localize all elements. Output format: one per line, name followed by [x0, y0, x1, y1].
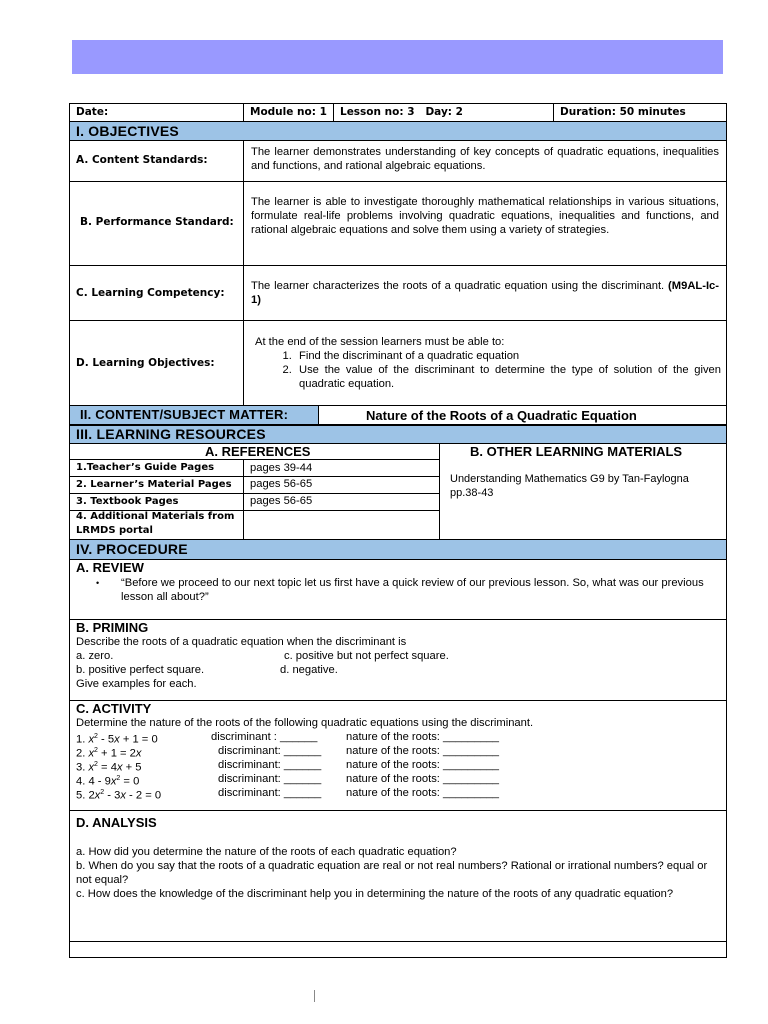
equation: 1. $x^2 - 5x + 1 = 0$: [76, 733, 158, 746]
discriminant-label-text: discriminant:: [218, 759, 281, 771]
nature-label: [346, 758, 499, 772]
review-text: “Before we proceed to our next topic let us first have a quick review of our previous lesson. So, what was our previous lesson all about?”: [121, 577, 704, 603]
discriminant-label: [218, 758, 321, 772]
discriminant-label: [218, 772, 321, 786]
nature-blank[interactable]: _________: [443, 787, 500, 799]
activity-title: C. ACTIVITY: [76, 701, 152, 716]
learning-objective-item: 2. Use the value of the discriminant to determine the type of solution of the given quadratic equation.: [295, 363, 721, 391]
lesson-plan-table: [69, 103, 727, 958]
discriminant-label: [218, 744, 321, 758]
discriminant-label: [211, 730, 317, 744]
learning-objectives-label: D. Learning Objectives:: [76, 357, 215, 369]
procedure-title: IV. PROCEDURE: [76, 541, 188, 557]
discriminant-blank[interactable]: ______: [283, 787, 322, 799]
priming-option-a: a. zero.: [76, 650, 114, 662]
objectives-title: I. OBJECTIVES: [76, 123, 179, 139]
nature-blank[interactable]: _________: [443, 745, 500, 757]
content-topic: Nature of the Roots of a Quadratic Equation: [366, 408, 637, 423]
discriminant-blank[interactable]: ______: [283, 759, 322, 771]
learning-objective-item: 1. Find the discriminant of a quadratic equation: [295, 349, 721, 363]
text-cursor: [314, 990, 315, 1002]
nature-label-text: nature of the roots:: [346, 745, 440, 757]
analysis-question-c: c. How does the knowledge of the discriminant help you in determining the nature of the roots of any quadratic equation?: [76, 888, 674, 900]
nature-label: [346, 786, 499, 800]
other-materials-text: Understanding Mathematics G9 by Tan-Faylogna pp.38-43: [450, 473, 689, 499]
content-topic-cell: [318, 405, 726, 425]
equation: 2. $x^2 + 1 = 2x$: [76, 747, 142, 760]
review-title: A. REVIEW: [76, 560, 144, 575]
header-banner: [72, 40, 723, 74]
equation: 4. $4 - 9x^2 = 0$: [76, 775, 140, 788]
performance-standard-label: B. Performance Standard:: [80, 216, 234, 228]
discriminant-label-text: discriminant:: [218, 787, 281, 799]
priming-option-c: c. positive but not perfect square.: [284, 650, 449, 662]
references-header: A. REFERENCES: [205, 444, 311, 459]
nature-label-text: nature of the roots:: [346, 787, 440, 799]
resources-section-bar: [70, 425, 726, 444]
discriminant-blank[interactable]: ______: [280, 731, 318, 743]
content-label: II. CONTENT/SUBJECT MATTER:: [80, 407, 289, 422]
discriminant-label-text: discriminant :: [211, 731, 277, 743]
competency-code: (M9AL-Ic-1): [251, 280, 720, 306]
duration: Duration: 50 minutes: [560, 106, 686, 118]
learning-objectives-intro: At the end of the session learners must be able to:: [255, 336, 505, 348]
bullet-icon: •: [96, 578, 100, 588]
discriminant-blank[interactable]: ______: [283, 745, 322, 757]
nature-label: [346, 730, 499, 744]
discriminant-label-text: discriminant:: [218, 745, 281, 757]
nature-label-text: nature of the roots:: [346, 759, 440, 771]
discriminant-label-text: discriminant:: [218, 773, 281, 785]
date-label: Date:: [76, 106, 109, 118]
learning-objectives-list: [255, 349, 721, 391]
teachers-guide-pages: pages 39-44: [250, 462, 313, 474]
performance-standard-text: The learner is able to investigate thoroughly mathematical relationships in various situations, formulate real-life problems involving quadratic equations, inequalities and functions, and rational algebraic equations and solve them using a variety of strategies.: [251, 196, 719, 236]
nature-label: [346, 772, 499, 786]
other-materials-header: B. OTHER LEARNING MATERIALS: [470, 444, 683, 459]
equation: 3. $x^2 = 4x + 5$: [76, 761, 142, 774]
competency-sentence: The learner characterizes the roots of a quadratic equation using the discriminant.: [251, 280, 665, 292]
teachers-guide-label: 1.Teacher’s Guide Pages: [76, 462, 215, 473]
priming-outro: Give examples for each.: [76, 678, 197, 690]
learning-objectives-block: [255, 335, 721, 391]
analysis-question-a: a. How did you determine the nature of the roots of each quadratic equation?: [76, 846, 457, 858]
nature-label-text: nature of the roots:: [346, 773, 440, 785]
nature-label-text: nature of the roots:: [346, 731, 440, 743]
content-standards-text: The learner demonstrates understanding of key concepts of quadratic equations, inequalities and functions, and rational algebraic equations.: [251, 146, 719, 172]
equation: 5. $2x^2 - 3x - 2 = 0$: [76, 789, 162, 802]
analysis-title: D. ANALYSIS: [76, 815, 157, 830]
textbook-pages: pages 56-65: [250, 495, 313, 507]
discriminant-blank[interactable]: ______: [283, 773, 322, 785]
module-number: Module no: 1: [250, 106, 327, 118]
learners-material-pages: pages 56-65: [250, 478, 313, 490]
nature-blank[interactable]: _________: [443, 731, 500, 743]
content-standards-label: A. Content Standards:: [76, 154, 208, 166]
activity-intro: Determine the nature of the roots of the following quadratic equations using the discriminant.: [76, 717, 534, 729]
objectives-section-bar: [70, 121, 726, 141]
discriminant-label: [218, 786, 321, 800]
nature-blank[interactable]: _________: [443, 759, 500, 771]
learners-material-label: 2. Learner’s Material Pages: [76, 479, 232, 490]
learning-competency-text: [251, 280, 719, 308]
additional-materials-label: 4. Additional Materials from LRMDS portal: [76, 511, 235, 536]
priming-title: B. PRIMING: [76, 620, 149, 635]
priming-option-d: d. negative.: [280, 664, 338, 676]
lesson-day: Lesson no: 3 Day: 2: [340, 106, 463, 118]
learning-competency-label: C. Learning Competency:: [76, 287, 225, 299]
resources-title: III. LEARNING RESOURCES: [76, 426, 266, 442]
nature-label: [346, 744, 499, 758]
nature-blank[interactable]: _________: [443, 773, 500, 785]
analysis-question-b: b. When do you say that the roots of a quadratic equation are real or not real numbers? Rational or irrational numbers? equal or not equal?: [76, 860, 708, 886]
priming-option-b: b. positive perfect square.: [76, 664, 205, 676]
procedure-section-bar: [70, 539, 726, 560]
priming-intro: Describe the roots of a quadratic equation when the discriminant is: [76, 636, 407, 648]
textbook-label: 3. Textbook Pages: [76, 496, 179, 507]
